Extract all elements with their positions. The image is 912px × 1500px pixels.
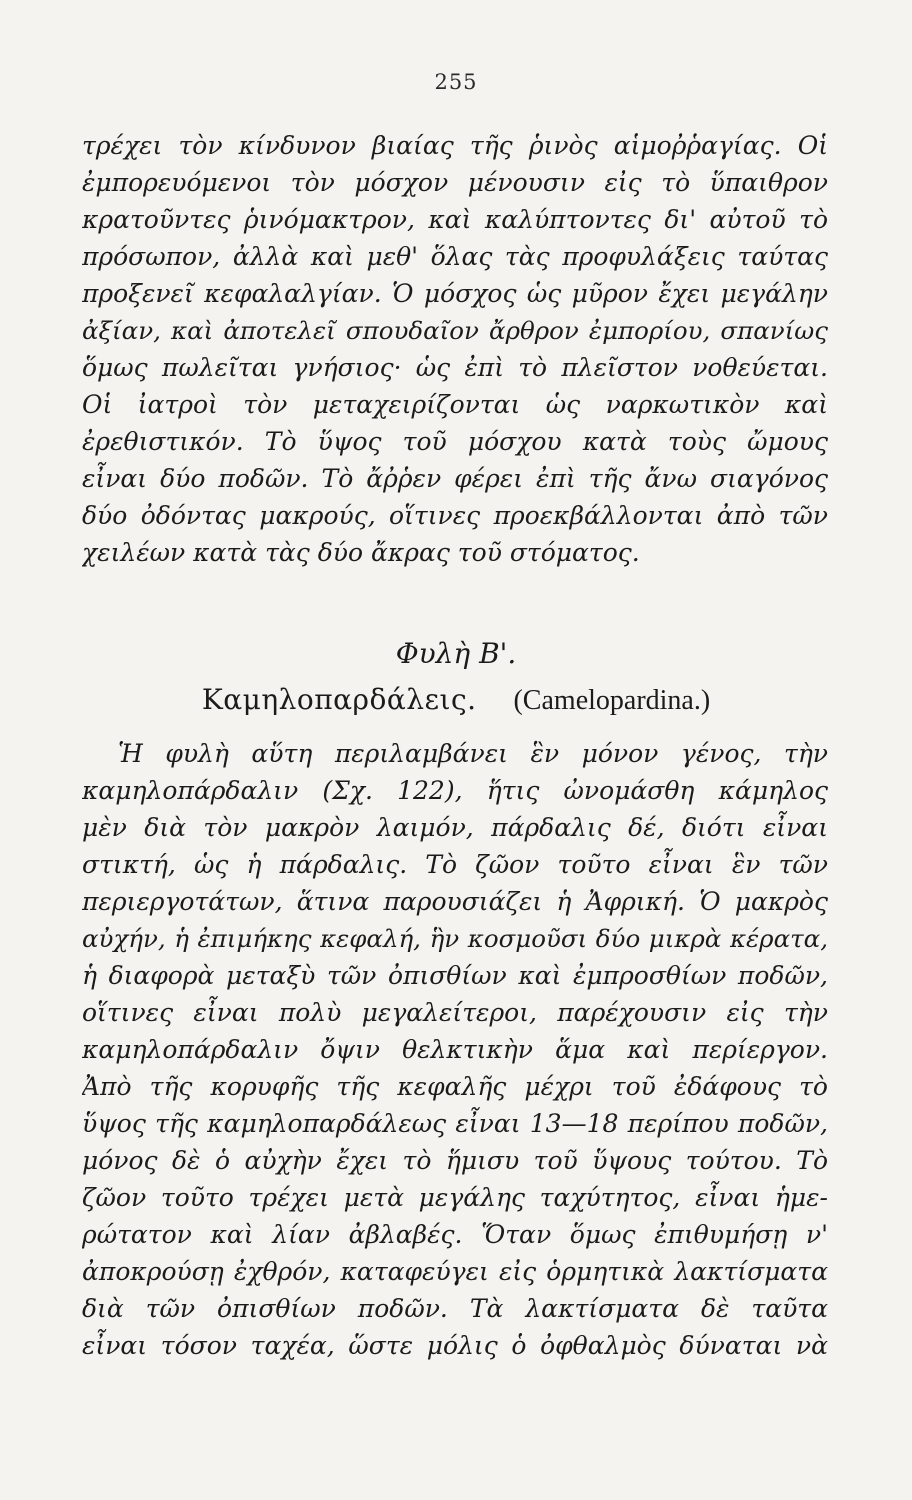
text-line: καμηλοπάρδαλιν (Σχ. 122), ἥτις ὠνομάσθη κάμηλος	[82, 776, 828, 805]
paragraph-giraffe	[82, 735, 828, 1364]
text-line: ἐμπορευόμενοι τὸν μόσχον μένουσιν εἰς τὸ ὕπαιθρον	[82, 168, 828, 197]
text-line: ρώτατον καὶ λίαν ἀβλαβές. Ὅταν ὅμως ἐπιθυμήσῃ ν'	[82, 1220, 828, 1249]
text-line: στικτή, ὡς ἡ πάρδαλις. Τὸ ζῶον τοῦτο εἶναι ἓν τῶν	[82, 850, 828, 879]
text-line: τρέχει τὸν κίνδυνον βιαίας τῆς ῥινὸς αἱμοῤῥαγίας. Οἱ	[82, 131, 828, 160]
family-heading	[0, 683, 912, 717]
text-line: κρατοῦντες ῥινόμακτρον, καὶ καλύπτοντες δι' αὐτοῦ τὸ	[82, 205, 828, 234]
text-line: ἐρεθιστικόν. Τὸ ὕψος τοῦ μόσχου κατὰ τοὺς ὤμους	[82, 427, 828, 456]
text-line: Οἱ ἰατροὶ τὸν μεταχειρίζονται ὡς ναρκωτικὸν καὶ	[82, 390, 828, 419]
text-line: μὲν διὰ τὸν μακρὸν λαιμόν, πάρδαλις δέ, διότι εἶναι	[82, 813, 828, 842]
family-greek-name: Καμηλοπαρδάλεις.	[201, 683, 477, 716]
text-line: εἶναι τόσον ταχέα, ὥστε μόλις ὁ ὀφθαλμὸς δύναται νὰ	[82, 1331, 828, 1360]
text-line: εἶναι δύο ποδῶν. Τὸ ἄῤῥεν φέρει ἐπὶ τῆς ἄνω σιαγόνος	[82, 464, 828, 493]
text-line: ὅμως πωλεῖται γνήσιος· ὡς ἐπὶ τὸ πλεῖστον νοθεύεται.	[82, 353, 828, 382]
text-line: δύο ὀδόντας μακρούς, οἵτινες προεκβάλλονται ἀπὸ τῶν	[82, 501, 828, 530]
text-line: διὰ τῶν ὀπισθίων ποδῶν. Τὰ λακτίσματα δὲ ταῦτα	[82, 1294, 828, 1323]
text-line: πρόσωπον, ἀλλὰ καὶ μεθ' ὅλας τὰς προφυλάξεις ταύτας	[82, 242, 828, 271]
text-line: ζῶον τοῦτο τρέχει μετὰ μεγάλης ταχύτητος, εἶναι ἡμε-	[82, 1183, 828, 1212]
text-line: καμηλοπάρδαλιν ὄψιν θελκτικὴν ἅμα καὶ περίεργον.	[82, 1035, 828, 1064]
text-line: Ἡ φυλὴ αὕτη περιλαμβάνει ἓν μόνον γένος, τὴν	[118, 739, 828, 768]
family-latin-name: (Camelopardina.)	[513, 685, 711, 716]
text-line: προξενεῖ κεφαλαλγίαν. Ὁ μόσχος ὡς μῦρον ἔχει μεγάλην	[82, 279, 828, 308]
text-line: αὐχήν, ἡ ἐπιμήκης κεφαλή, ἣν κοσμοῦσι δύο μικρὰ κέρατα,	[82, 924, 828, 953]
tribe-heading: Φυλὴ Β'.	[395, 637, 517, 670]
text-line: Ἀπὸ τῆς κορυφῆς τῆς κεφαλῆς μέχρι τοῦ ἐδάφους τὸ	[82, 1072, 828, 1101]
text-line: ἡ διαφορὰ μεταξὺ τῶν ὀπισθίων καὶ ἐμπροσθίων ποδῶν,	[82, 961, 828, 990]
text-line: μόνος δὲ ὁ αὐχὴν ἔχει τὸ ἥμισυ τοῦ ὕψους τούτου. Τὸ	[82, 1146, 828, 1175]
page-number: 255	[434, 70, 478, 94]
paragraph-musk-deer	[82, 127, 828, 571]
text-line: περιεργοτάτων, ἅτινα παρουσιάζει ἡ Ἀφρική. Ὁ μακρὸς	[82, 887, 828, 916]
text-line: οἵτινες εἶναι πολὺ μεγαλείτεροι, παρέχουσιν εἰς τὴν	[82, 998, 828, 1027]
text-line: ἀξίαν, καὶ ἀποτελεῖ σπουδαῖον ἄρθρον ἐμπορίου, σπανίως	[82, 316, 828, 345]
text-line: ὕψος τῆς καμηλοπαρδάλεως εἶναι 13—18 περίπου ποδῶν,	[82, 1109, 828, 1138]
text-line: χειλέων κατὰ τὰς δύο ἄκρας τοῦ στόματος.	[82, 538, 640, 567]
text-line: ἀποκρούσῃ ἐχθρόν, καταφεύγει εἰς ὁρμητικὰ λακτίσματα	[82, 1257, 828, 1286]
